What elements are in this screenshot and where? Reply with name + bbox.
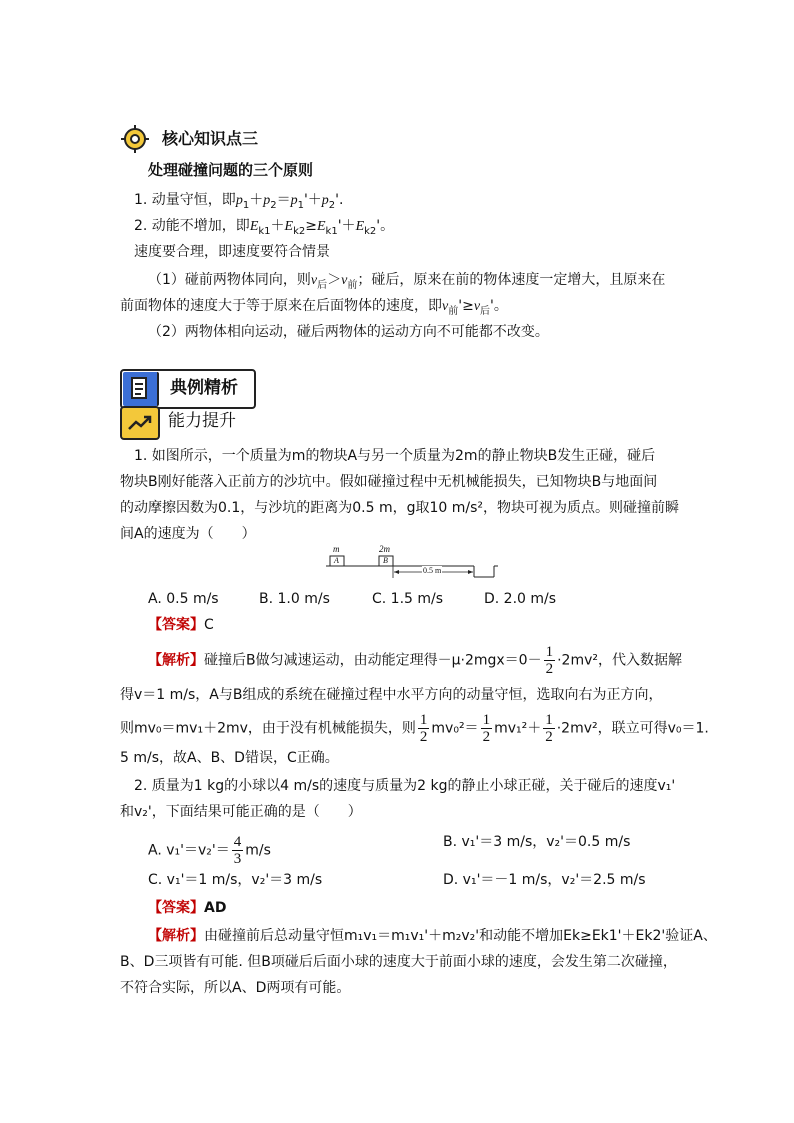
figure-label-A: A (334, 556, 339, 565)
target-icon (120, 124, 150, 154)
q1-line-1: 1. 如图所示，一个质量为m的物块A与另一个质量为2m的静止物块B发生正碰，碰后 (134, 448, 656, 464)
q1-line-2: 物块B刚好能落入正前方的沙坑中。假如碰撞过程中无机械能损失，已知物块B与地面间 (120, 474, 658, 490)
section-title: 核心知识点三 (162, 129, 259, 148)
example-header (120, 369, 256, 409)
document-icon (123, 372, 159, 406)
section-subtitle: 处理碰撞问题的三个原则 (148, 161, 314, 179)
rule-3-sub2: （2）两物体相向运动，碰后两物体的运动方向不可能都不改变。 (148, 324, 549, 340)
rule-3: 速度要合理，即速度要符合情景 (134, 244, 330, 260)
q1-option-b: B. 1.0 m/s (259, 591, 330, 607)
q1-answer: 【答案】C (148, 617, 214, 633)
q1-analysis-line-4: 5 m/s，故A、B、D错误，C正确。 (120, 750, 339, 766)
rule-3-sub1-line1: （1）碰前两物体同向，则$v_后>v_前$；碰后，原来在前的物体速度一定增大，且原来在 (148, 272, 666, 291)
q1-option-c: C. 1.5 m/s (372, 591, 444, 607)
figure-distance: 0.5 m (423, 566, 442, 575)
q2-answer: 【答案】AD (148, 900, 227, 916)
q2-line-2: 和v₂'，下面结果可能正确的是（ ） (120, 804, 362, 820)
figure-label-B: B (383, 556, 388, 565)
rule-1: 1. 动量守恒，即$p_1+p_2=p_1'+p_2'$. (134, 192, 344, 211)
q1-analysis-line-3: 则mv₀＝mv₁＋2mv，由于没有机械能损失，则 $\frac{1}{2}$ mv₀²＝ $\frac{1}{2}$ mv₁²＋ $\frac{1}{2}$ ·2mv²，联立可得v₀＝1. (120, 712, 709, 745)
q2-analysis-line-1: 【解析】由碰撞前后总动量守恒m₁v₁＝m₁v₁'＋m₂v₂'和动能不增加Ek≥Ek1'＋Ek2'验证A、 (148, 928, 717, 944)
q1-analysis-line-1: 【解析】碰撞后B做匀减速运动，由动能定理得－μ·2mgx＝0－ $\frac{1}{2}$ ·2mv²，代入数据解 (148, 644, 682, 677)
q2-analysis-line-3: 不符合实际，所以A、D两项有可能。 (120, 980, 351, 996)
q2-option-d: D. v₁'＝－1 m/s，v₂'＝2.5 m/s (443, 872, 646, 888)
ability-title: 能力提升 (168, 411, 236, 431)
q2-option-b: B. v₁'＝3 m/s，v₂'＝0.5 m/s (443, 834, 631, 850)
q2-analysis-line-2: B、D三项皆有可能. 但B项碰后后面小球的速度大于前面小球的速度，会发生第二次碰撞， (120, 954, 677, 970)
q1-option-a: A. 0.5 m/s (148, 591, 219, 607)
q1-figure (322, 544, 502, 584)
q1-analysis-line-2: 得v＝1 m/s，A与B组成的系统在碰撞过程中水平方向的动量守恒，选取向右为正方向， (120, 687, 663, 703)
figure-label-2m: 2m (379, 544, 390, 554)
rule-2: 2. 动能不增加，即$E_{k1}+E_{k2}\ge E_{k1}'+E_{k2}'$。 (134, 218, 395, 237)
trend-up-icon (120, 406, 160, 440)
rule-3-sub1-line2: 前面物体的速度大于等于原来在后面物体的速度，即$v_前'\ge v_后'$。 (120, 298, 508, 317)
figure-label-m: m (333, 544, 340, 554)
example-title: 典例精析 (170, 378, 238, 398)
q1-line-4: 间A的速度为（ ） (120, 526, 256, 542)
q2-line-1: 2. 质量为1 kg的小球以4 m/s的速度与质量为2 kg的静止小球正碰，关于碰后的速度v₁' (134, 778, 676, 794)
q1-line-3: 的动摩擦因数为0.1，与沙坑的距离为0.5 m，g取10 m/s²，物块可视为质点。则碰撞前瞬 (120, 500, 680, 516)
q2-option-a: A. v₁'＝v₂'＝ $\frac{4}{3}$ m/s (148, 834, 271, 867)
q1-option-d: D. 2.0 m/s (484, 591, 557, 607)
q2-option-c: C. v₁'＝1 m/s，v₂'＝3 m/s (148, 872, 323, 888)
